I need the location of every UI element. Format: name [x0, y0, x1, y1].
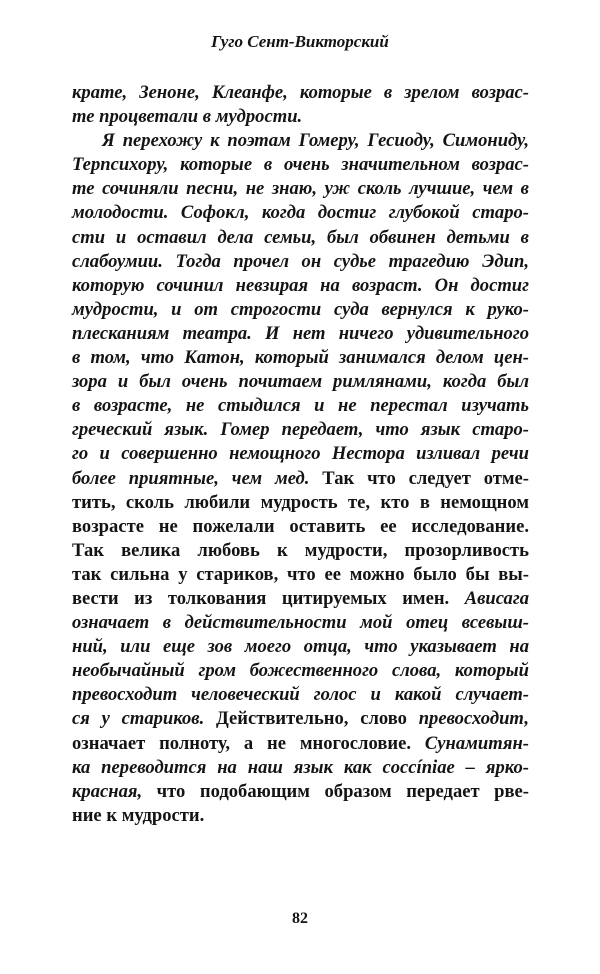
text-line: [72, 322, 529, 346]
roman-text: Так велика любовь к мудрости, прозорливость: [72, 539, 529, 561]
text-line: [72, 129, 529, 153]
roman-text: возрасте не пожелали оставить ее исследование.: [72, 515, 529, 537]
italic-text: Сунамитян-: [424, 732, 529, 754]
text-line: [72, 707, 529, 731]
roman-text: ние к мудрости.: [72, 804, 205, 826]
text-line: [72, 81, 529, 105]
text-line: [72, 105, 529, 129]
roman-text: означает полноту, а не многословие.: [72, 732, 425, 754]
text-line: [72, 177, 529, 201]
italic-text: Терпсихору, которые в очень значительном возрас-: [72, 154, 529, 176]
italic-text: ся у стариков.: [72, 708, 205, 730]
roman-text: вести из толкования цитируемых имен.: [72, 587, 465, 609]
italic-text: в том, что Катон, который занимался делом цен-: [72, 347, 529, 369]
text-line: [72, 298, 529, 322]
italic-text: греческий язык. Гомер передает, что язык старо-: [72, 419, 529, 441]
italic-text: те процветали в мудрости.: [72, 106, 303, 128]
italic-text: те сочиняли песни, не знаю, уж сколь лучшие, чем в: [72, 178, 529, 200]
text-line: [72, 683, 529, 707]
italic-text: крате, Зеноне, Клеанфе, которые в зрелом возрас-: [72, 82, 529, 103]
body-text: [72, 81, 529, 828]
text-line: [72, 226, 529, 250]
text-line: [72, 587, 529, 611]
italic-text: в возрасте, не стыдился и не перестал изучать: [72, 395, 529, 417]
italic-text: превосходит,: [418, 708, 529, 730]
italic-text: превосходит человеческий голос и какой случает-: [72, 684, 529, 706]
text-line: [72, 346, 529, 370]
italic-text: красная,: [72, 780, 143, 802]
text-line: [72, 635, 529, 659]
roman-text: так сильна у стариков, что ее можно было бы вы-: [72, 563, 529, 585]
text-line: [72, 515, 529, 539]
italic-text: плесканиям театра. И нет ничего удивительного: [72, 322, 529, 344]
text-line: [72, 780, 529, 804]
roman-text: Так что следует отме-: [309, 467, 529, 489]
italic-text: которую сочинил невзирая на возраст. Он достиг: [72, 274, 529, 296]
italic-text: ка переводится на наш язык как coccíniae – ярко-: [72, 756, 529, 778]
italic-text: более приятные, чем мед.: [72, 467, 310, 489]
italic-text: слабоумии. Тогда прочел он судье трагедию Эдип,: [72, 250, 529, 272]
text-line: [72, 370, 529, 394]
italic-text: молодости. Софокл, когда достиг глубокой старо-: [72, 202, 529, 224]
italic-text: Ависага: [464, 587, 529, 609]
roman-text: Действительно, слово: [204, 708, 419, 730]
text-line: [72, 201, 529, 225]
text-line: [72, 491, 529, 515]
text-line: [72, 274, 529, 298]
text-line: [72, 756, 529, 780]
italic-text: ний, или еще зов моего отца, что указывает на: [72, 636, 529, 658]
text-line: [72, 418, 529, 442]
text-line: [72, 250, 529, 274]
text-line: [72, 659, 529, 683]
text-line: [72, 732, 529, 756]
italic-text: необычайный гром божественного слова, который: [72, 660, 529, 682]
text-line: [72, 804, 529, 828]
italic-text: означает в действительности мой отец всевыш-: [72, 612, 529, 634]
running-header-title: Гуго Сент-Викторский: [211, 32, 389, 51]
italic-text: сти и оставил дела семьи, был обвинен детьми в: [72, 226, 529, 248]
text-line: [72, 442, 529, 466]
roman-text: тить, сколь любили мудрость те, кто в немощном: [72, 491, 529, 513]
italic-text: зора и был очень почитаем римлянами, когда был: [72, 371, 529, 393]
text-line: [72, 611, 529, 635]
text-line: [72, 539, 529, 563]
roman-text: что подобающим образом передает рве-: [142, 780, 529, 802]
italic-text: го и совершенно немощного Нестора изливал речи: [72, 443, 529, 465]
text-line: [72, 153, 529, 177]
italic-text: мудрости, и от строгости суда вернулся к руко-: [72, 298, 529, 320]
page-number: 82: [292, 910, 308, 927]
text-line: [72, 394, 529, 418]
italic-text: Я перехожу к поэтам Гомеру, Гесиоду, Симониду,: [102, 130, 529, 152]
text-line: [72, 467, 529, 491]
text-line: [72, 563, 529, 587]
